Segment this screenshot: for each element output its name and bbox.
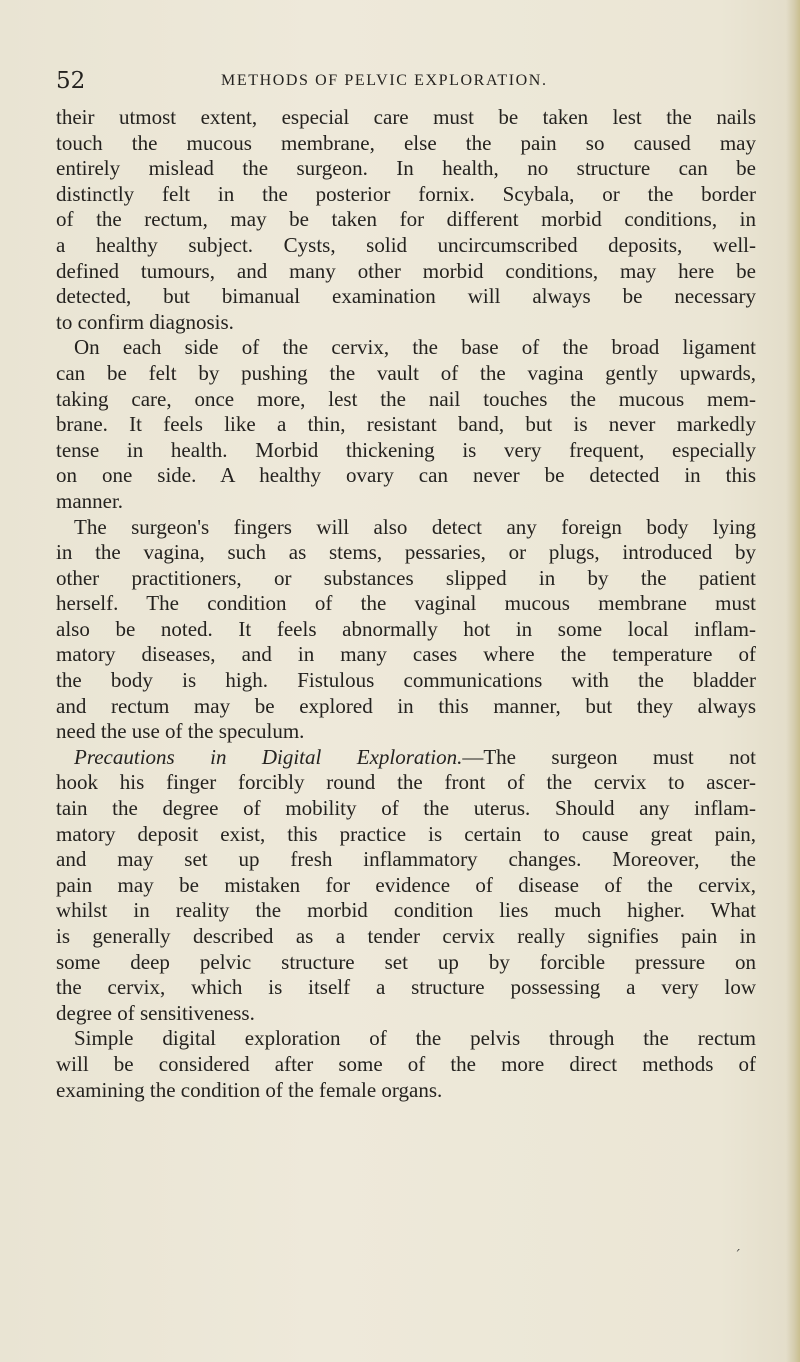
text-line: will be considered after some of the more direct methods of (56, 1051, 756, 1076)
text-line: whilst in reality the morbid condition lies much higher. What (56, 898, 756, 923)
text-line: examining the condition of the female organs. (56, 1077, 443, 1102)
text-line: the body is high. Fistulous communications with the bladder (56, 668, 756, 693)
text-line: also be noted. It feels abnormally hot in some local inflam- (56, 616, 756, 641)
text-line: detected, but bimanual examination will always be necessary (56, 284, 756, 309)
page-header (56, 68, 756, 98)
paragraph-start-line: On each side of the cervix, the base of the broad ligament (74, 335, 756, 360)
text-line: entirely mislead the surgeon. In health, no structure can be (56, 156, 756, 181)
text-line: in the vagina, such as stems, pessaries, or plugs, introduced by (56, 540, 756, 565)
body-text (56, 105, 756, 1103)
text-line: defined tumours, and many other morbid conditions, may here be (56, 258, 756, 283)
text-line: and rectum may be explored in this manner, but they always (56, 693, 756, 718)
text-line: pain may be mistaken for evidence of disease of the cervix, (56, 872, 756, 897)
text-line: hook his finger forcibly round the front of the cervix to ascer- (56, 770, 756, 795)
text-line: a healthy subject. Cysts, solid uncircumscribed deposits, well- (56, 232, 756, 257)
text-line: of the rectum, may be taken for different morbid conditions, in (56, 207, 756, 232)
text-line: degree of sensitiveness. (56, 1000, 255, 1025)
paragraph-start-line: The surgeon's fingers will also detect any foreign body lying (74, 514, 756, 539)
text-line: the cervix, which is itself a structure possessing a very low (56, 975, 756, 1000)
text-line: on one side. A healthy ovary can never be detected in this (56, 463, 756, 488)
text-line: matory diseases, and in many cases where the temperature of (56, 642, 756, 667)
text-line: some deep pelvic structure set up by forcible pressure on (56, 949, 756, 974)
text-run: —The surgeon must not (462, 744, 756, 769)
text-line: touch the mucous membrane, else the pain so caused may (56, 130, 756, 155)
text-line: their utmost extent, especial care must be taken lest the nails (56, 105, 756, 129)
paragraph-start-line: Simple digital exploration of the pelvis through the rectum (74, 1026, 756, 1051)
text-line: need the use of the speculum. (56, 719, 305, 744)
paragraph-start-line (56, 745, 756, 771)
text-line: manner. (56, 488, 124, 513)
text-line: taking care, once more, lest the nail touches the mucous mem- (56, 386, 756, 411)
page-edge-shadow (786, 0, 800, 1362)
text-line: tain the degree of mobility of the uterus. Should any inflam- (56, 796, 756, 821)
text-line: and may set up fresh inflammatory changes. Moreover, the (56, 847, 756, 872)
running-head: METHODS OF PELVIC EXPLORATION. (221, 72, 548, 89)
text-line: matory deposit exist, this practice is certain to cause great pain, (56, 821, 756, 846)
text-line: tense in health. Morbid thickening is very frequent, especially (56, 437, 756, 462)
section-heading-italic: Precautions in Digital Exploration. (74, 744, 463, 769)
margin-mark: ˊ (734, 1248, 741, 1264)
text-line: distinctly felt in the posterior fornix. Scybala, or the border (56, 181, 756, 206)
text-line: herself. The condition of the vaginal mucous membrane must (56, 591, 756, 616)
text-line: to confirm diagnosis. (56, 309, 234, 334)
text-line: can be felt by pushing the vault of the vagina gently upwards, (56, 360, 756, 385)
page-number: 52 (56, 68, 86, 94)
text-line: brane. It feels like a thin, resistant band, but is never markedly (56, 412, 756, 437)
text-line: other practitioners, or substances slipped in by the patient (56, 565, 756, 590)
text-line: is generally described as a tender cervix really signifies pain in (56, 924, 756, 948)
